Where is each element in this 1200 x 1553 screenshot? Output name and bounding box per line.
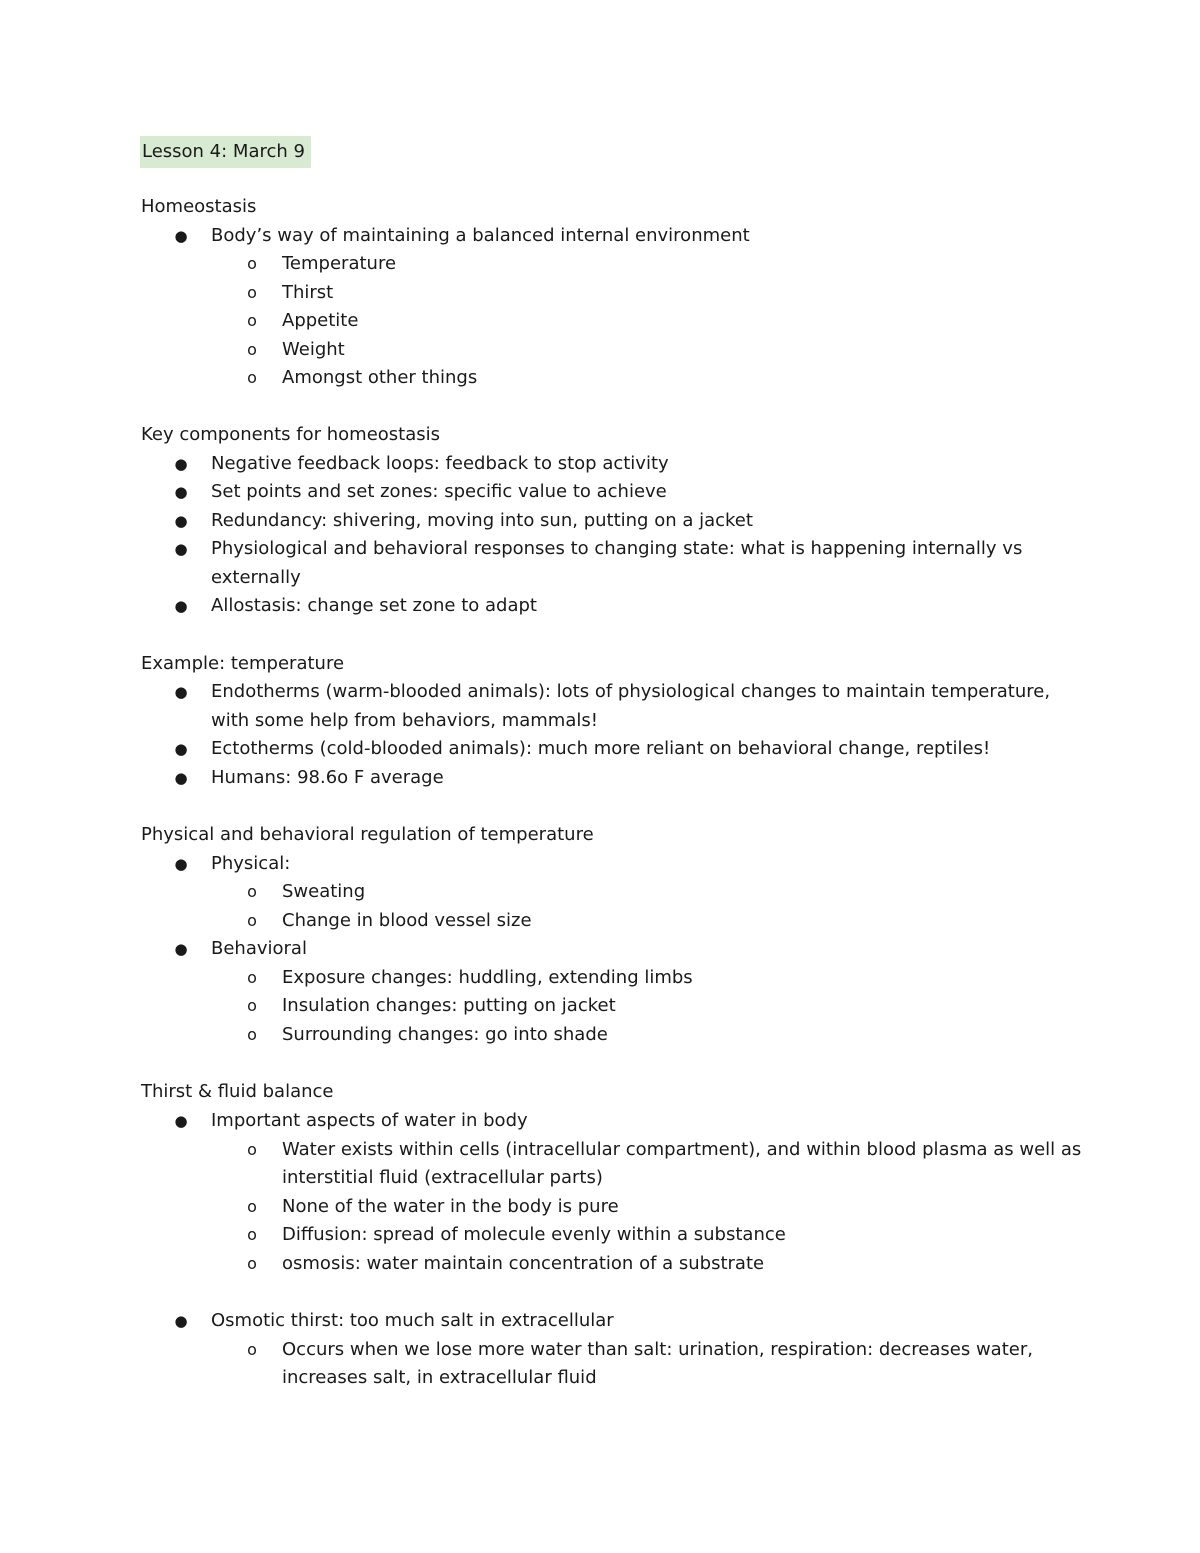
sub-bullet-item: Thirst xyxy=(282,282,334,303)
bullet-item: Physiological and behavioral responses to changing state: what is happening internally vs xyxy=(211,538,1023,559)
bullet-filled-icon: ● xyxy=(174,483,188,501)
bullet-hollow-icon: o xyxy=(247,968,257,987)
bullet-item: Osmotic thirst: too much salt in extracellular xyxy=(211,1310,614,1331)
sub-bullet-item: interstitial fluid (extracellular parts) xyxy=(282,1167,603,1188)
bullet-item: Endotherms (warm-blooded animals): lots of physiological changes to maintain temperature, xyxy=(211,681,1051,702)
bullet-filled-icon: ● xyxy=(174,740,188,758)
bullet-filled-icon: ● xyxy=(174,1112,188,1130)
bullet-hollow-icon: o xyxy=(247,340,257,359)
bullet-hollow-icon: o xyxy=(247,1025,257,1044)
bullet-hollow-icon: o xyxy=(247,1225,257,1244)
bullet-hollow-icon: o xyxy=(247,882,257,901)
sub-bullet-item: Exposure changes: huddling, extending limbs xyxy=(282,967,693,988)
sub-bullet-item: osmosis: water maintain concentration of a substrate xyxy=(282,1253,765,1274)
bullet-item: Body’s way of maintaining a balanced internal environment xyxy=(211,225,750,246)
bullet-hollow-icon: o xyxy=(247,1197,257,1216)
bullet-hollow-icon: o xyxy=(247,283,257,302)
title-highlight: Lesson 4: March 9 xyxy=(140,136,311,168)
sub-bullet-item: Change in blood vessel size xyxy=(282,910,532,931)
bullet-filled-icon: ● xyxy=(174,597,188,615)
sub-bullet-item: Insulation changes: putting on jacket xyxy=(282,995,616,1016)
sub-bullet-item: Temperature xyxy=(282,253,397,274)
bullet-hollow-icon: o xyxy=(247,1340,257,1359)
bullet-filled-icon: ● xyxy=(174,540,188,558)
bullet-filled-icon: ● xyxy=(174,940,188,958)
sub-bullet-item: Diffusion: spread of molecule evenly within a substance xyxy=(282,1224,786,1245)
bullet-item: Important aspects of water in body xyxy=(211,1110,528,1131)
bullet-item: Redundancy: shivering, moving into sun, putting on a jacket xyxy=(211,510,753,531)
sub-bullet-item: Appetite xyxy=(282,310,359,331)
bullet-filled-icon: ● xyxy=(174,455,188,473)
bullet-item: Physical: xyxy=(211,853,291,874)
bullet-hollow-icon: o xyxy=(247,368,257,387)
bullet-item: Negative feedback loops: feedback to stop activity xyxy=(211,453,669,474)
sub-bullet-item: Weight xyxy=(282,339,345,360)
sub-bullet-item: Water exists within cells (intracellular compartment), and within blood plasma as well as xyxy=(282,1139,1082,1160)
bullet-filled-icon: ● xyxy=(174,1312,188,1330)
bullet-hollow-icon: o xyxy=(247,311,257,330)
lesson-title xyxy=(140,136,311,164)
bullet-filled-icon: ● xyxy=(174,769,188,787)
section-heading: Example: temperature xyxy=(141,653,345,674)
bullet-item: Humans: 98.6o F average xyxy=(211,767,444,788)
bullet-hollow-icon: o xyxy=(247,254,257,273)
bullet-filled-icon: ● xyxy=(174,683,188,701)
section-heading: Physical and behavioral regulation of temperature xyxy=(141,824,594,845)
sub-bullet-item: Amongst other things xyxy=(282,367,478,388)
sub-bullet-item: Sweating xyxy=(282,881,366,902)
bullet-hollow-icon: o xyxy=(247,1140,257,1159)
bullet-hollow-icon: o xyxy=(247,1254,257,1273)
bullet-hollow-icon: o xyxy=(247,911,257,930)
bullet-item: with some help from behaviors, mammals! xyxy=(211,710,598,731)
section-heading: Homeostasis xyxy=(141,196,257,217)
bullet-filled-icon: ● xyxy=(174,512,188,530)
sub-bullet-item: Surrounding changes: go into shade xyxy=(282,1024,608,1045)
bullet-item: Allostasis: change set zone to adapt xyxy=(211,595,537,616)
bullet-filled-icon: ● xyxy=(174,227,188,245)
bullet-filled-icon: ● xyxy=(174,855,188,873)
bullet-hollow-icon: o xyxy=(247,996,257,1015)
bullet-item: Set points and set zones: specific value to achieve xyxy=(211,481,667,502)
bullet-item: externally xyxy=(211,567,301,588)
bullet-item: Ectotherms (cold-blooded animals): much more reliant on behavioral change, reptiles! xyxy=(211,738,991,759)
sub-bullet-item: increases salt, in extracellular fluid xyxy=(282,1367,597,1388)
section-heading: Thirst & fluid balance xyxy=(141,1081,334,1102)
bullet-item: Behavioral xyxy=(211,938,307,959)
sub-bullet-item: None of the water in the body is pure xyxy=(282,1196,619,1217)
section-heading: Key components for homeostasis xyxy=(141,424,441,445)
sub-bullet-item: Occurs when we lose more water than salt: urination, respiration: decreases water, xyxy=(282,1339,1033,1360)
